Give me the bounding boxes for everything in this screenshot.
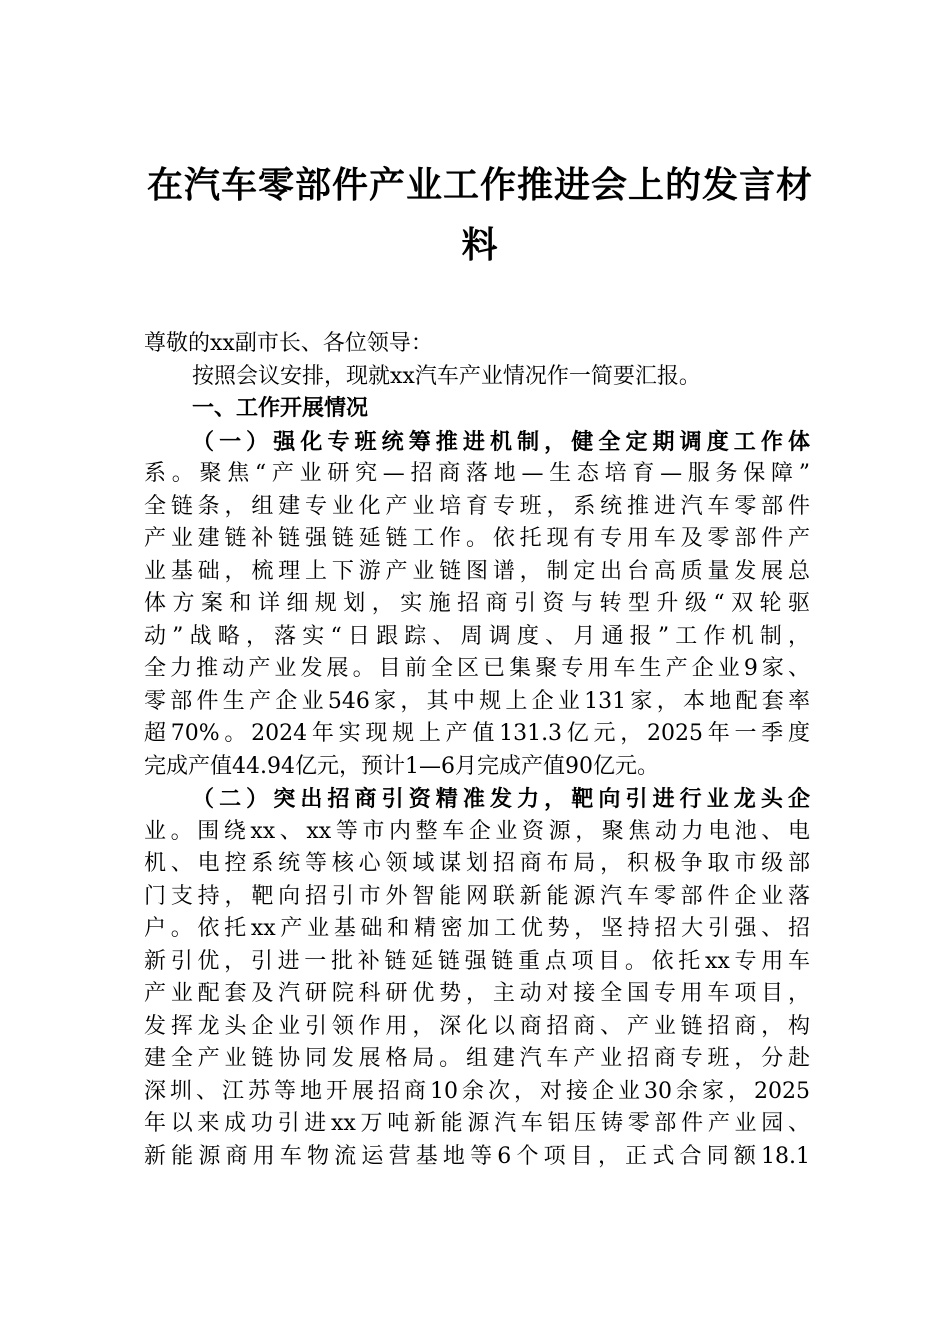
paragraph-line: （一）强化专班统筹推进机制，健全定期调度工作体 bbox=[192, 428, 810, 455]
paragraph-line: 完成产值44.94亿元，预计1—6月完成产值90亿元。 bbox=[144, 753, 659, 779]
paragraph-line: 新能源商用车物流运营基地等6个项目，正式合同额18.1 bbox=[144, 1143, 810, 1169]
paragraph-line: 全链条，组建专业化产业培育专班，系统推进汽车零部件 bbox=[144, 493, 810, 519]
document-title bbox=[140, 158, 820, 274]
paragraph-line: 年以来成功引进xx万吨新能源汽车铝压铸零部件产业园、 bbox=[144, 1111, 810, 1136]
paragraph-line: 新引优，引进一批补链延链强链重点项目。依托xx专用车 bbox=[144, 948, 810, 974]
paragraph-line: 系。聚焦“产业研究—招商落地—生态培育—服务保障” bbox=[144, 461, 810, 486]
paragraph-line: 全力推动产业发展。目前全区已集聚专用车生产企业9家、 bbox=[144, 656, 810, 681]
paragraph-line: （二）突出招商引资精准发力，靶向引进行业龙头企 bbox=[192, 786, 810, 812]
title-line-2: 料 bbox=[461, 225, 499, 266]
paragraph-line: 建全产业链协同发展格局。组建汽车产业招商专班，分赴 bbox=[144, 1046, 810, 1071]
paragraph-line: 产业配套及汽研院科研优势，主动对接全国专用车项目， bbox=[144, 981, 810, 1006]
document-body bbox=[144, 328, 810, 1173]
paragraph-section-2 bbox=[144, 783, 810, 1173]
paragraph-line: 动”战略，落实“日跟踪、周调度、月通报”工作机制， bbox=[144, 623, 810, 649]
title-line-1: 在汽车零部件产业工作推进会上的发言材 bbox=[146, 165, 813, 206]
paragraph-line: 户。依托xx产业基础和精密加工优势，坚持招大引强、招 bbox=[144, 916, 810, 941]
paragraph-section-1 bbox=[144, 426, 810, 784]
paragraph-line: 深圳、江苏等地开展招商10余次，对接企业30余家，2025 bbox=[144, 1078, 810, 1104]
paragraph-line: 零部件生产企业546家，其中规上企业131家，本地配套率 bbox=[144, 688, 810, 714]
paragraph-line: 业基础，梳理上下游产业链图谱，制定出台高质量发展总 bbox=[144, 558, 810, 584]
paragraph-line: 体方案和详细规划，实施招商引资与转型升级“双轮驱 bbox=[144, 591, 810, 616]
paragraph-line: 产业建链补链强链延链工作。依托现有专用车及零部件产 bbox=[144, 526, 810, 551]
section-heading-1: 一、工作开展情况 bbox=[192, 396, 369, 421]
paragraph-line: 门支持，靶向招引市外智能网联新能源汽车零部件企业落 bbox=[144, 883, 810, 909]
intro-paragraph: 按照会议安排，现就xx汽车产业情况作一简要汇报。 bbox=[192, 363, 701, 389]
paragraph-line: 超70%。2024年实现规上产值131.3亿元，2025年一季度 bbox=[144, 721, 810, 746]
paragraph-line: 发挥龙头企业引领作用，深化以商招商、产业链招商，构 bbox=[144, 1013, 810, 1039]
paragraph-line: 机、电控系统等核心领域谋划招商布局，积极争取市级部 bbox=[144, 851, 810, 876]
salutation: 尊敬的xx副市长、各位领导： bbox=[144, 331, 433, 356]
paragraph-line: 业。围绕xx、xx等市内整车企业资源，聚焦动力电池、电 bbox=[144, 818, 810, 844]
